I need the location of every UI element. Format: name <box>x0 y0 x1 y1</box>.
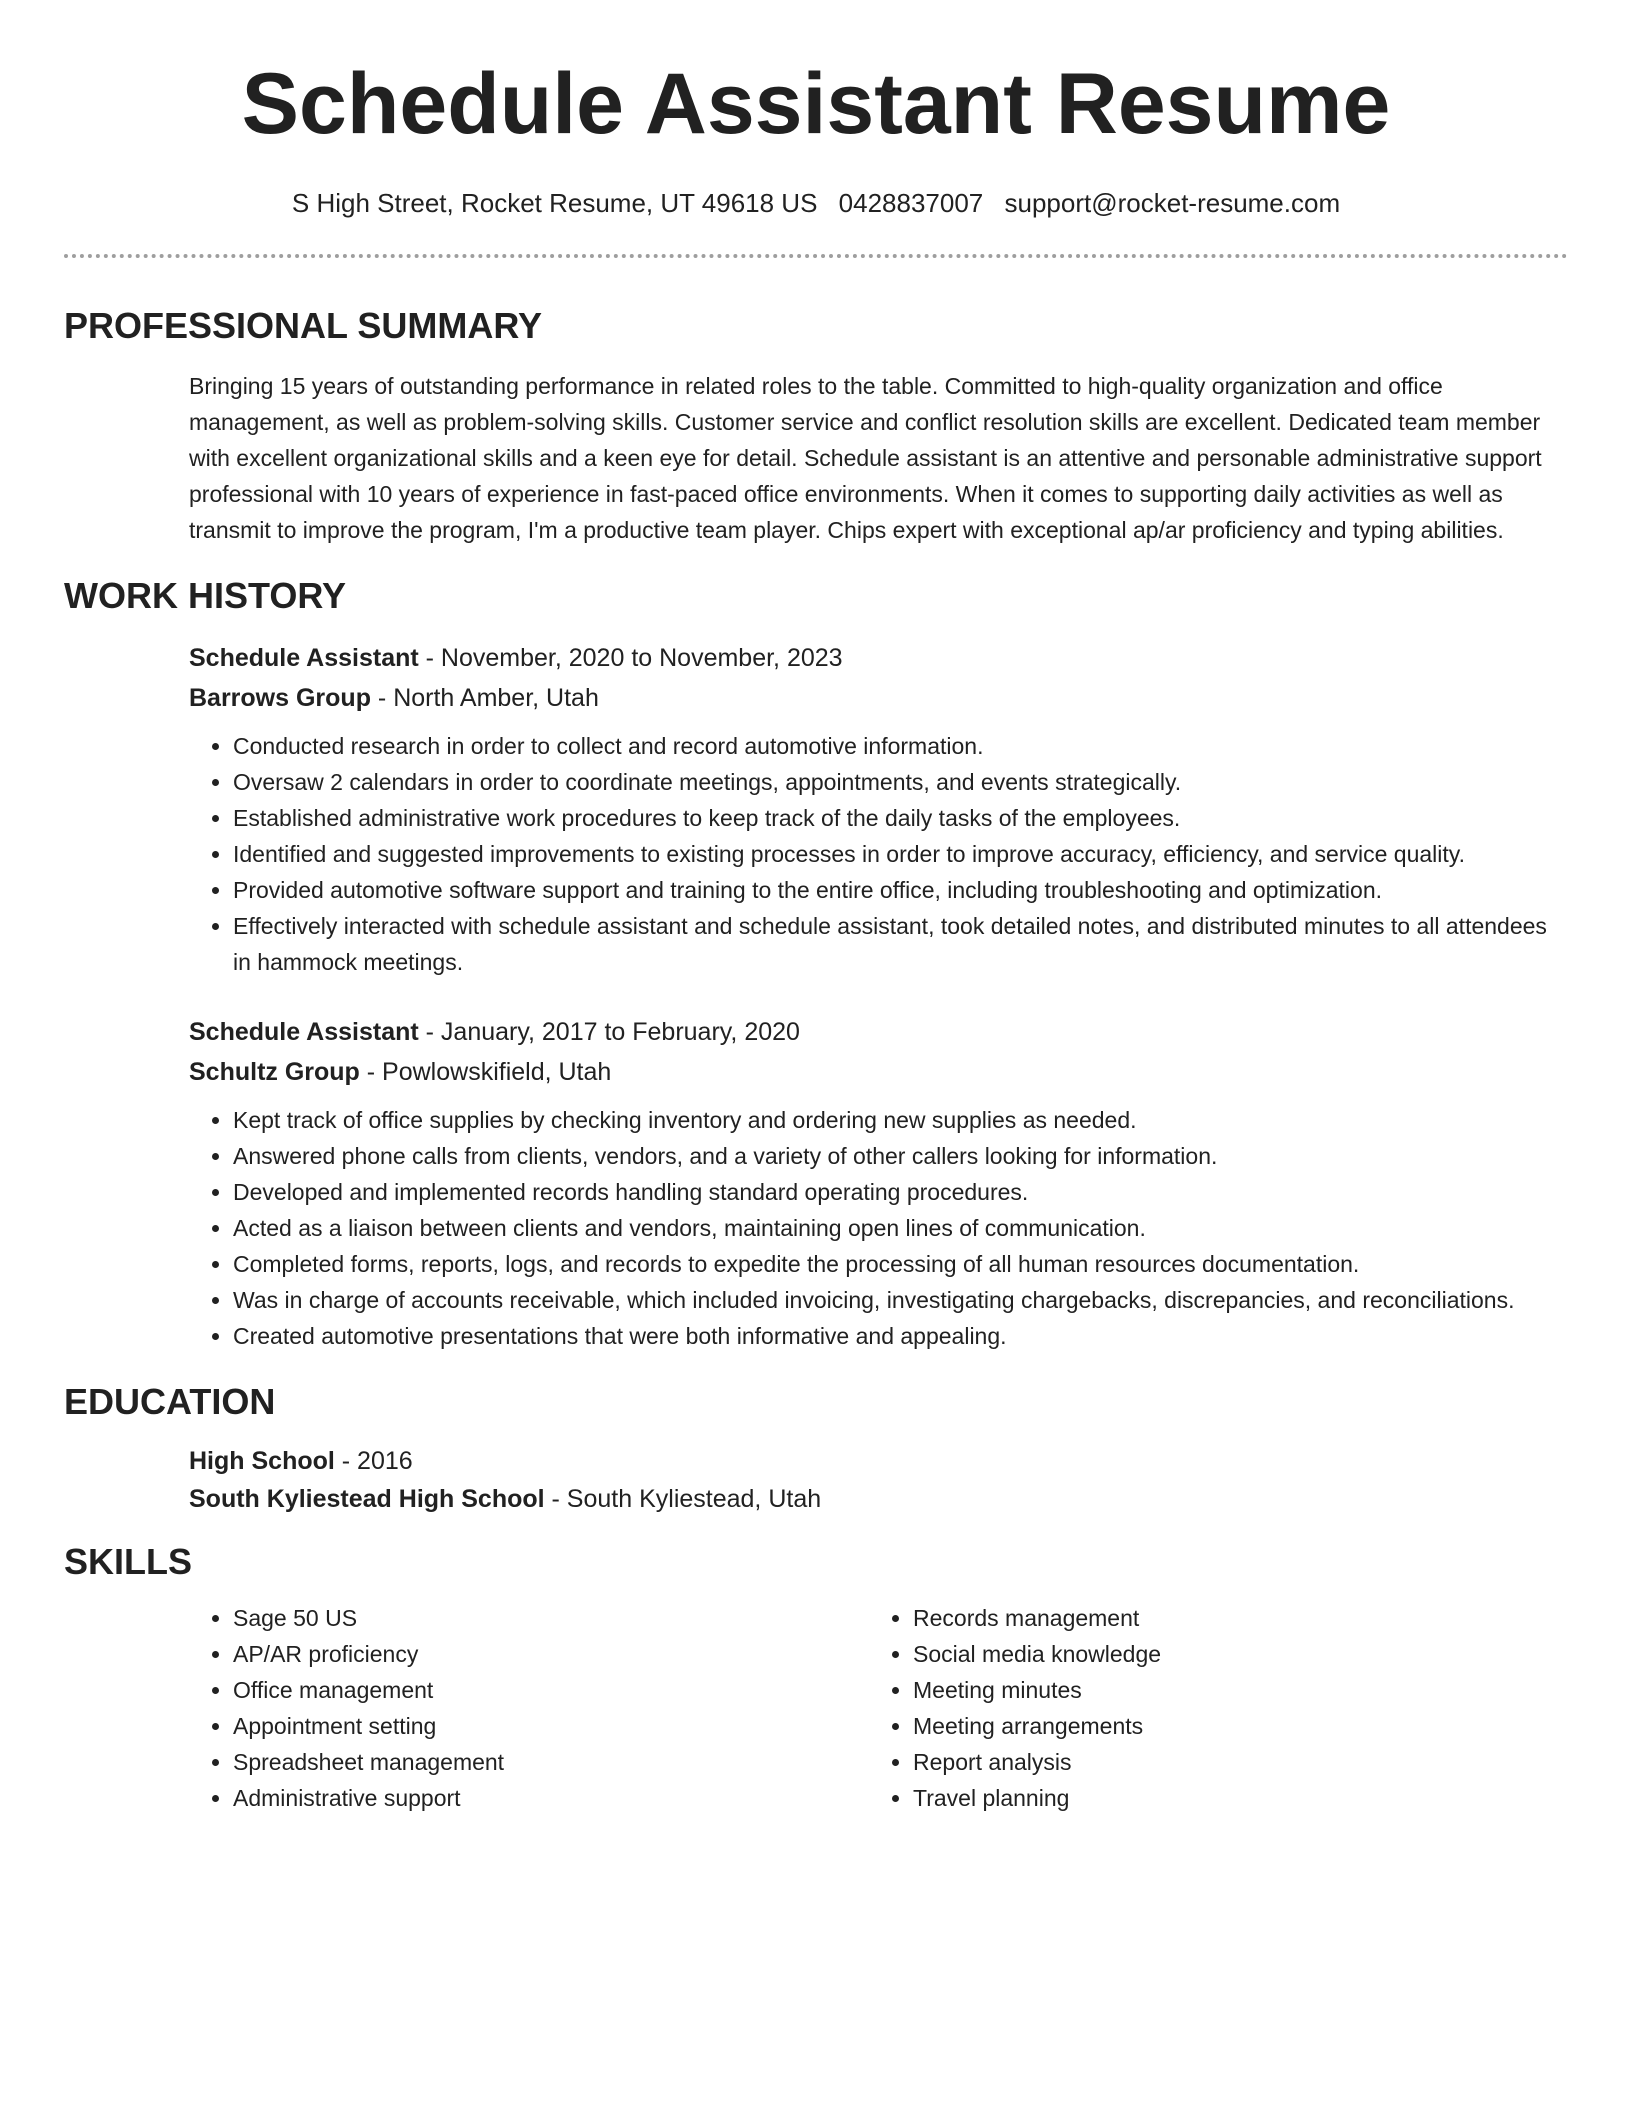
skill-item: • Sage 50 US <box>233 1600 869 1636</box>
education-school-line <box>189 1480 1568 1518</box>
job-bullet: • Oversaw 2 calendars in order to coordinate meetings, appointments, and events strategically. <box>233 764 1568 800</box>
skills-list-right <box>869 1600 1549 1816</box>
job-bullet: • Identified and suggested improvements to existing processes in order to improve accuracy, efficiency, and service quality. <box>233 836 1568 872</box>
contact-address: S High Street, Rocket Resume, UT 49618 US <box>291 188 818 218</box>
contact-line <box>64 186 1568 220</box>
resume-title: Schedule Assistant Resume <box>241 56 1391 152</box>
work-section <box>64 574 1568 1354</box>
education-heading: EDUCATION <box>64 1381 276 1422</box>
skill-item: • AP/AR proficiency <box>233 1636 869 1672</box>
education-degree-line <box>189 1442 1568 1480</box>
job-bullet: • Completed forms, reports, logs, and records to expedite the processing of all human resources documentation. <box>233 1246 1568 1282</box>
skill-item: • Appointment setting <box>233 1708 869 1744</box>
job-dates: - November, 2020 to November, 2023 <box>418 644 843 672</box>
skill-item: • Office management <box>233 1672 869 1708</box>
skill-item: • Travel planning <box>913 1780 1549 1816</box>
job-bullet: • Conducted research in order to collect and record automotive information. <box>233 728 1568 764</box>
job-location: - North Amber, Utah <box>370 684 599 712</box>
skill-item: • Social media knowledge <box>913 1636 1549 1672</box>
job-title-line <box>189 638 1568 678</box>
job-title: Schedule Assistant <box>189 1018 419 1046</box>
skill-item: • Meeting minutes <box>913 1672 1549 1708</box>
education-school: South Kyliestead High School <box>189 1485 545 1513</box>
education-year: - 2016 <box>334 1447 413 1475</box>
education-section <box>64 1380 1568 1518</box>
skills-section <box>64 1540 1568 1816</box>
job-bullet: • Kept track of office supplies by checking inventory and ordering new supplies as needed. <box>233 1102 1568 1138</box>
contact-phone: 0428837007 <box>838 188 984 218</box>
job-bullet: • Acted as a liaison between clients and vendors, maintaining open lines of communication. <box>233 1210 1568 1246</box>
job-bullets <box>189 728 1568 980</box>
skill-item: • Meeting arrangements <box>913 1708 1549 1744</box>
job-entry <box>189 1012 1568 1354</box>
education-location: - South Kyliestead, Utah <box>544 1485 822 1513</box>
job-bullet: • Provided automotive software support and training to the entire office, including troubleshooting and optimization. <box>233 872 1568 908</box>
skill-item: • Records management <box>913 1600 1549 1636</box>
contact-email: support@rocket-resume.com <box>1004 188 1341 218</box>
summary-text: Bringing 15 years of outstanding performance in related roles to the table. Committed to high-quality organization and office management, as well as problem-solving skills. Customer service and conflict resolution skills are excellent. Dedicated team member with excellent organizational skills and a keen eye for detail. Schedule assistant is an attentive and personable administrative support professional with 10 years of experience in fast-paced office environments. When it comes to supporting daily activities as well as transmit to improve the program, I'm a productive team player. Chips expert with exceptional ap/ar proficiency and typing abilities. <box>189 373 1542 543</box>
skill-item: • Spreadsheet management <box>233 1744 869 1780</box>
job-bullet: • Created automotive presentations that were both informative and appealing. <box>233 1318 1568 1354</box>
summary-section <box>64 304 1568 548</box>
education-degree: High School <box>189 1447 335 1475</box>
work-heading: WORK HISTORY <box>64 575 347 616</box>
job-company-line <box>189 678 1568 718</box>
skill-item: • Administrative support <box>233 1780 869 1816</box>
job-company-line <box>189 1052 1568 1092</box>
resume-header <box>64 0 1568 220</box>
job-location: - Powlowskifield, Utah <box>359 1058 612 1086</box>
job-title: Schedule Assistant <box>189 644 419 672</box>
summary-heading: PROFESSIONAL SUMMARY <box>64 305 543 346</box>
job-bullets <box>189 1102 1568 1354</box>
header-divider <box>64 254 1568 258</box>
skills-heading: SKILLS <box>64 1541 193 1582</box>
job-entry <box>189 638 1568 980</box>
job-bullet: • Effectively interacted with schedule assistant and schedule assistant, took detailed notes, and distributed minutes to all attendees in hammock meetings. <box>233 908 1568 980</box>
job-company: Barrows Group <box>189 684 371 712</box>
skills-list-left <box>189 1600 869 1816</box>
skill-item: • Report analysis <box>913 1744 1549 1780</box>
job-dates: - January, 2017 to February, 2020 <box>418 1018 800 1046</box>
job-title-line <box>189 1012 1568 1052</box>
job-bullet: • Answered phone calls from clients, vendors, and a variety of other callers looking for information. <box>233 1138 1568 1174</box>
job-company: Schultz Group <box>189 1058 360 1086</box>
job-bullet: • Established administrative work procedures to keep track of the daily tasks of the employees. <box>233 800 1568 836</box>
job-bullet: • Developed and implemented records handling standard operating procedures. <box>233 1174 1568 1210</box>
job-bullet: • Was in charge of accounts receivable, which included invoicing, investigating chargebacks, discrepancies, and reconciliations. <box>233 1282 1568 1318</box>
